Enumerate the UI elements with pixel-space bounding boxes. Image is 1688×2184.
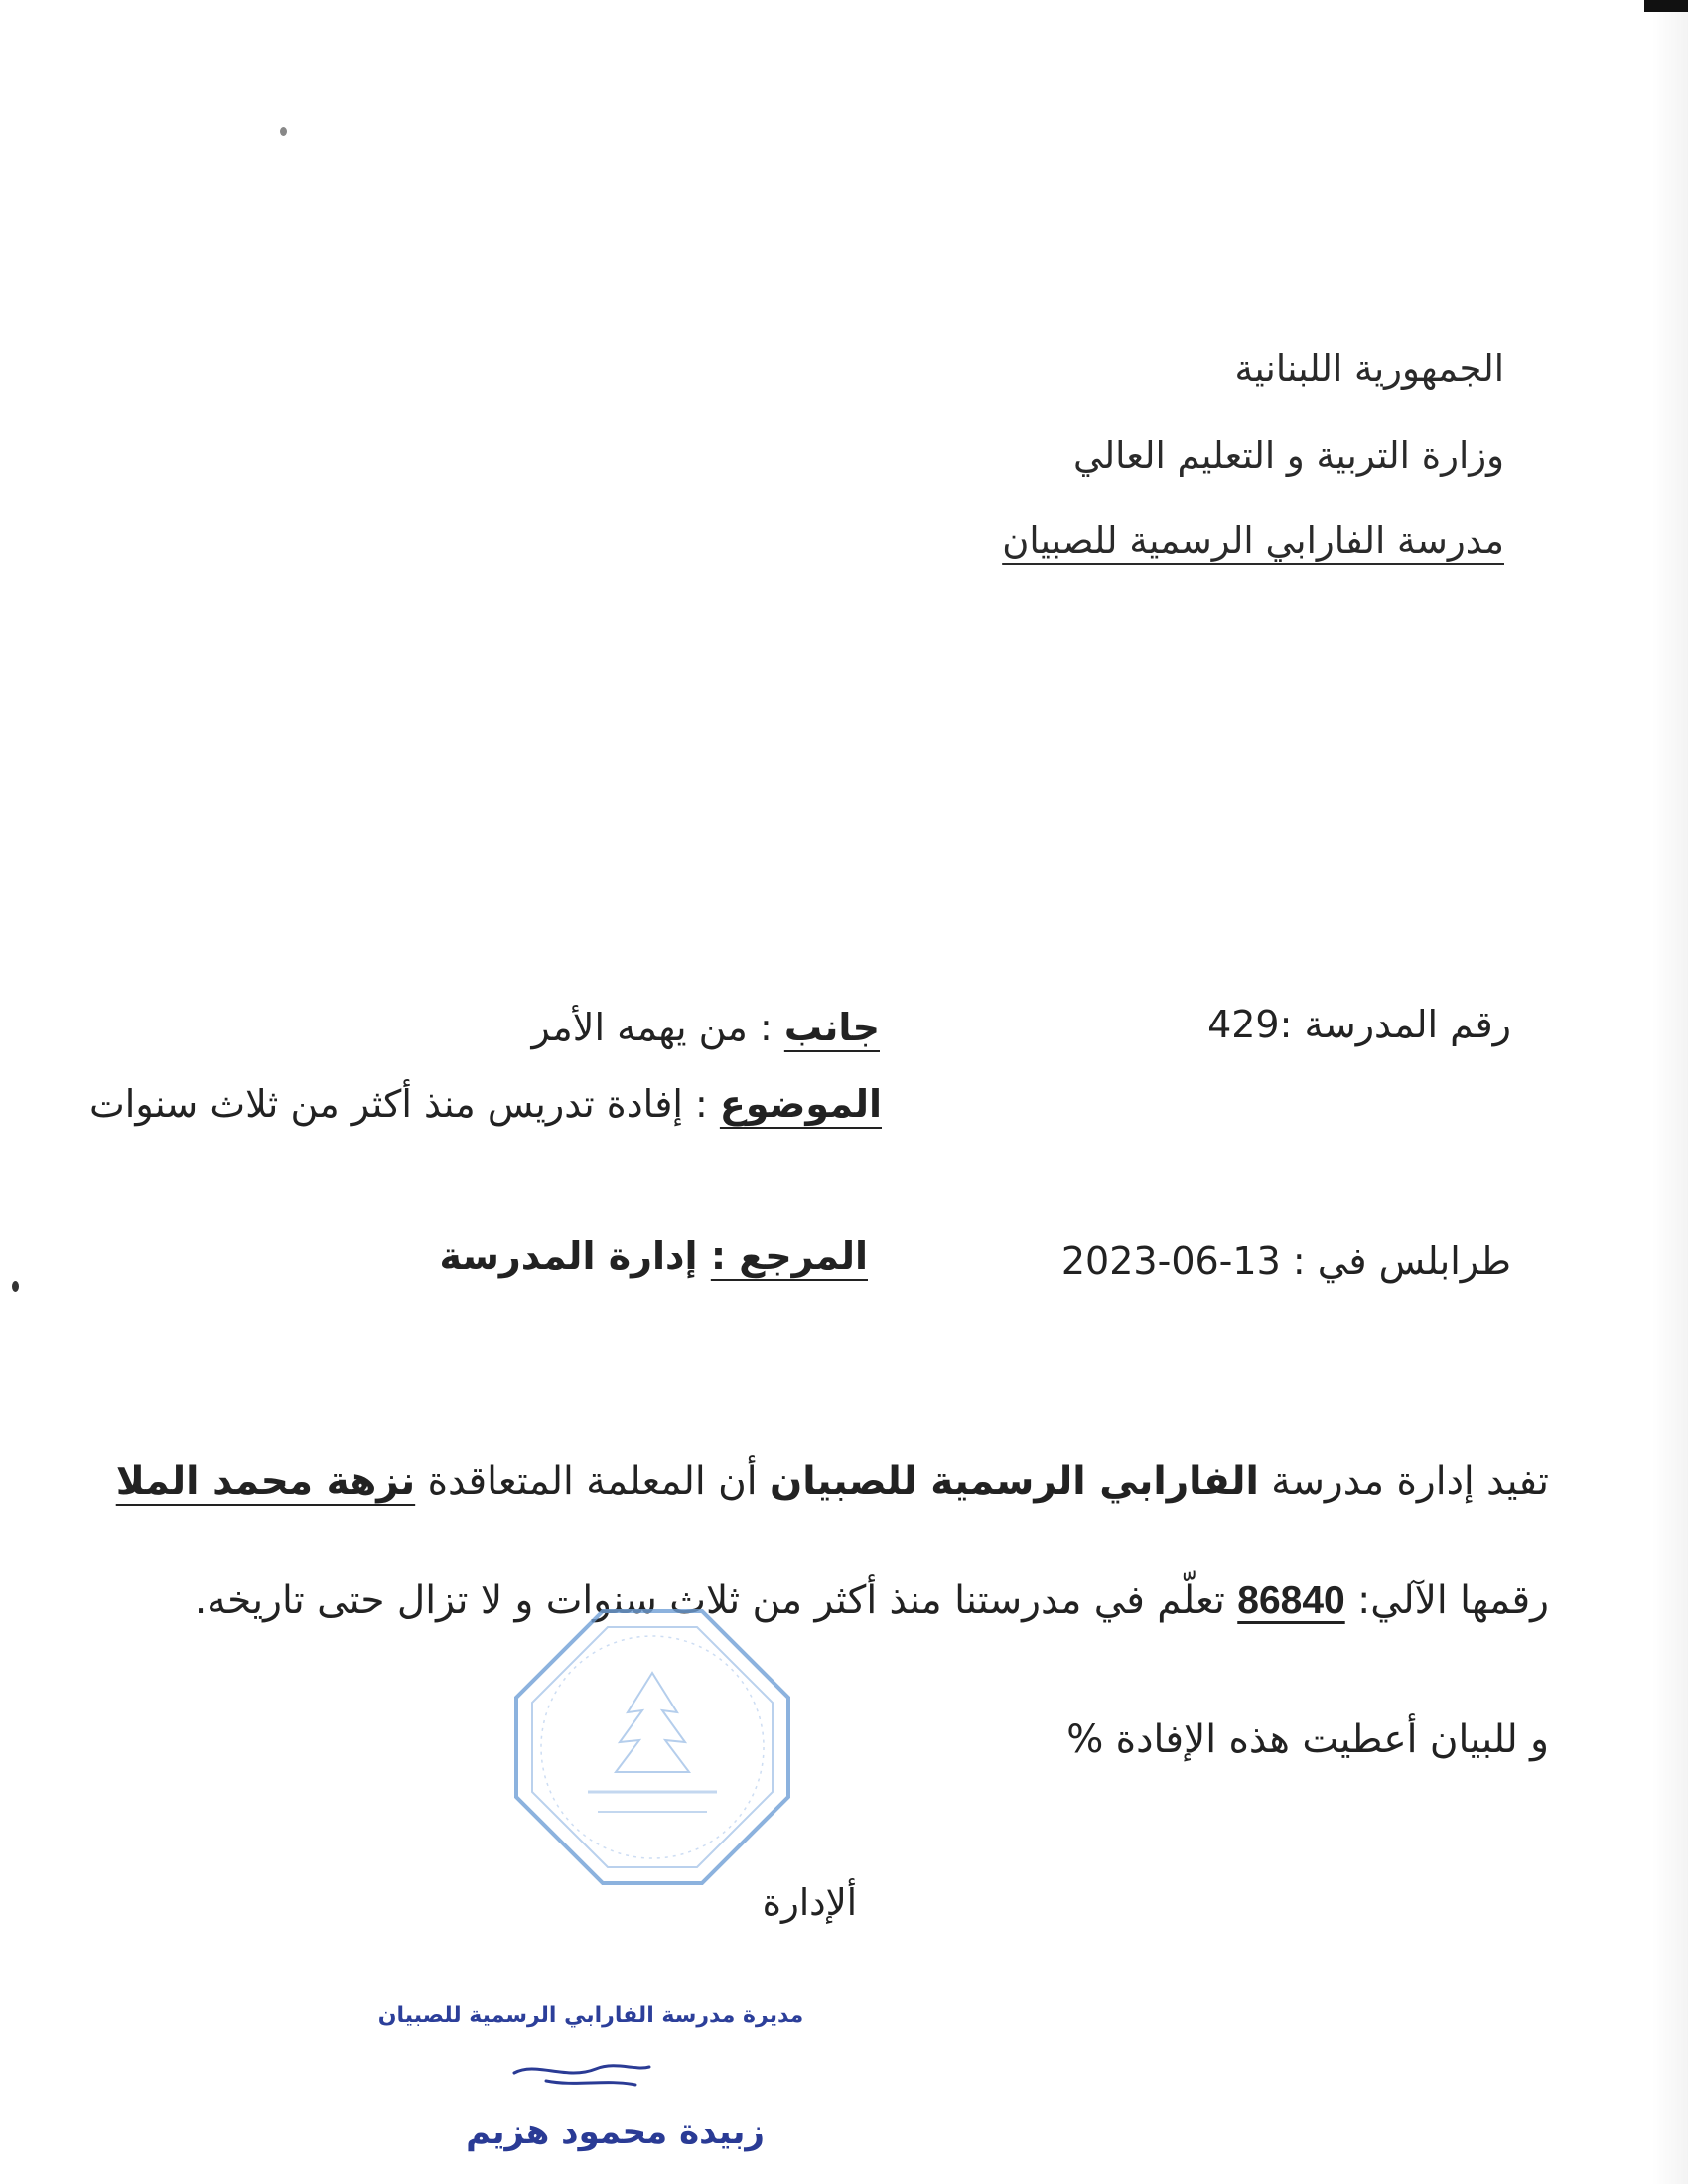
- subject-label: الموضوع: [719, 1082, 882, 1126]
- scan-speck: [280, 127, 287, 136]
- addressee-label: جانب: [783, 1006, 880, 1049]
- body-line-2: [195, 1578, 1549, 1623]
- teacher-id: 86840: [1237, 1579, 1345, 1622]
- subject-line: [89, 1082, 882, 1126]
- header-ministry: وزارة التربية و التعليم العالي: [1072, 434, 1504, 477]
- body-line-1-middle: أن المعلمة المتعاقدة: [415, 1459, 770, 1504]
- body-line-2-end: تعلّم في مدرستنا منذ أكثر من ثلاث سنوات و لا تزال حتى تاريخه.: [194, 1578, 1238, 1623]
- place-date: طرابلس في : 13-06-2023: [1060, 1239, 1511, 1283]
- signature-name: زبيدة محمود هزيم: [466, 2113, 765, 2152]
- body-line-1-start: تفيد إدارة مدرسة: [1258, 1459, 1549, 1504]
- signature-title: مديرة مدرسة الفارابي الرسمية للصبيان: [377, 2003, 804, 2028]
- school-name-bold: الفارابي الرسمية للصبيان: [769, 1459, 1259, 1504]
- header-republic: الجمهورية اللبنانية: [1234, 347, 1504, 390]
- reference-value: إدارة المدرسة: [439, 1234, 711, 1278]
- signature-block: [377, 2003, 804, 2172]
- school-number: رقم المدرسة :429: [1207, 1003, 1511, 1046]
- handwritten-signature-icon: [506, 2051, 655, 2101]
- scan-corner-mark: [1644, 0, 1688, 12]
- reference-line: [439, 1234, 868, 1278]
- administration-label: ألإدارة: [762, 1881, 857, 1924]
- body-line-3: و للبيان أعطيت هذه الإفادة %: [1066, 1717, 1549, 1762]
- body-line-2-start: رقمها الآلي:: [1344, 1578, 1549, 1623]
- header-school: مدرسة الفارابي الرسمية للصبيان: [1002, 519, 1504, 562]
- teacher-name: نزهة محمد الملا: [115, 1459, 416, 1504]
- reference-label: المرجع :: [710, 1234, 868, 1278]
- official-stamp-icon: [508, 1603, 796, 1891]
- addressee-value: : من يهمه الأمر: [531, 1006, 784, 1049]
- addressee-line: [531, 1006, 880, 1049]
- subject-value: : إفادة تدريس منذ أكثر من ثلاث سنوات: [89, 1082, 720, 1126]
- scan-speck: [12, 1281, 19, 1292]
- body-line-1: [116, 1459, 1549, 1504]
- scan-edge-shade: [1652, 12, 1688, 2184]
